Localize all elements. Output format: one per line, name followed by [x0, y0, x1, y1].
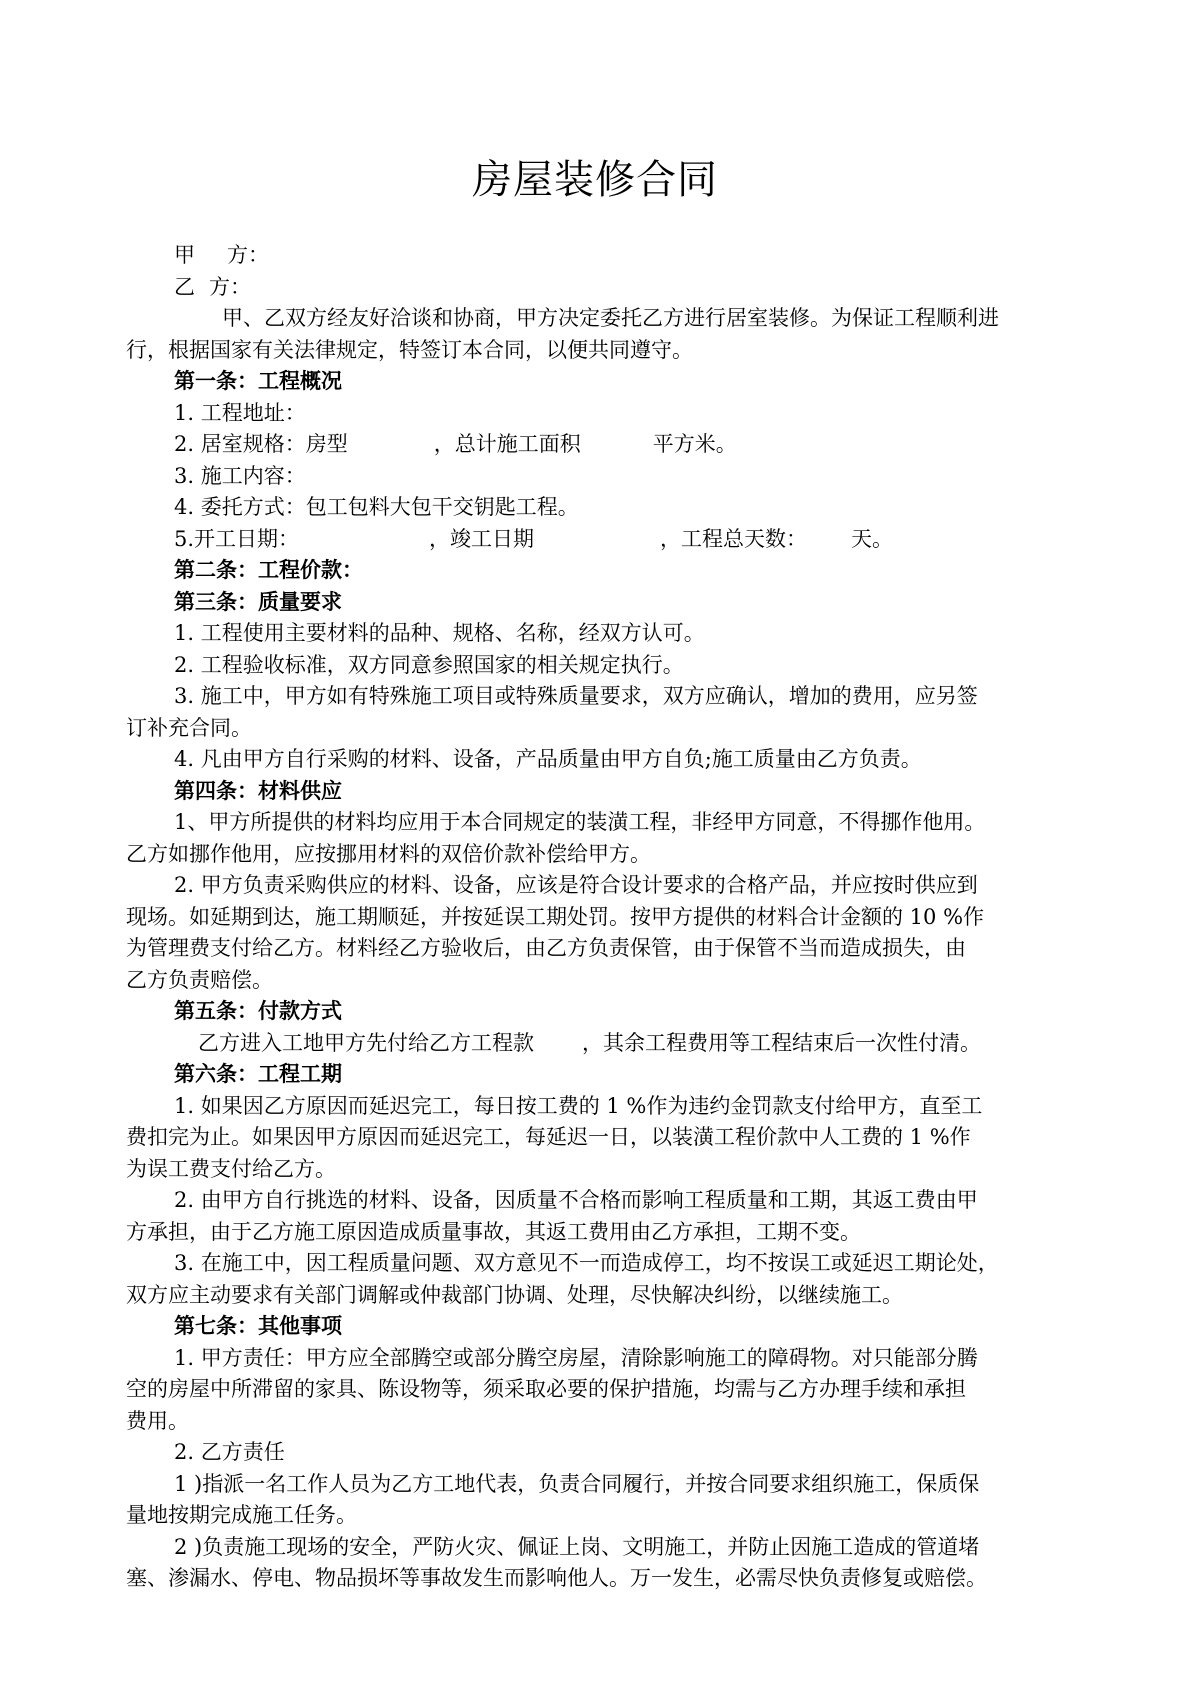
intro-line: 甲、乙双方经友好洽谈和协商，甲方决定委托乙方进行居室装修。为保证工程顺利进 [222, 306, 999, 330]
clause-line: 方承担，由于乙方施工原因造成质量事故，其返工费用由乙方承担，工期不变。 [126, 1219, 861, 1244]
clause-fragment: 5.开工日期： [174, 526, 300, 551]
clause-line: 1 )指派一名工作人员为乙方工地代表，负责合同履行，并按合同要求组织施工，保质保 [174, 1471, 980, 1496]
clause-fragment: ，竣工日期 [429, 526, 535, 551]
clause-line: 4. 凡由甲方自行采购的材料、设备，产品质量由甲方自负;施工质量由乙方负责。 [174, 747, 922, 771]
clause-line: 1. 工程使用主要材料的品种、规格、名称，经双方认可。 [174, 621, 705, 645]
clause-line: 空的房屋中所滞留的家具、陈设物等，须采取必要的保护措施，均需与乙方办理手续和承担 [126, 1377, 966, 1401]
article-heading: 第七条：其他事项 [174, 1314, 342, 1338]
article-heading: 第四条：材料供应 [174, 778, 342, 803]
article-heading: 第六条：工程工期 [174, 1062, 342, 1086]
clause-line: 现场。如延期到达，施工期顺延，并按延误工期处罚。按甲方提供的材料合计金额的 10 %作 [126, 904, 985, 929]
document-title: 房屋装修合同 [472, 157, 718, 203]
article-heading: 第三条：质量要求 [174, 589, 342, 614]
article-heading: 第一条：工程概况 [174, 369, 342, 393]
clause-line: 2. 工程验收标准，双方同意参照国家的相关规定执行。 [174, 652, 684, 677]
clause-line: 3. 施工内容： [174, 463, 306, 488]
party-a-suffix: 方： [227, 243, 269, 267]
article-heading: 第五条：付款方式 [174, 999, 342, 1023]
clause-line: 1、甲方所提供的材料均应用于本合同规定的装潢工程，非经甲方同意，不得挪作他用。 [174, 810, 986, 834]
party-b-label: 乙 [174, 274, 195, 299]
clause-line: 订补充合同。 [126, 715, 252, 740]
clause-line: 3. 在施工中，因工程质量问题、双方意见不一而造成停工，均不按误工或延迟工期论处， [174, 1251, 999, 1275]
clause-line: 1. 工程地址： [174, 400, 306, 425]
clause-fragment: ，工程总天数： [660, 526, 808, 551]
clause-line: 2 )负责施工现场的安全，严防火灾、佩证上岗、文明施工，并防止因施工造成的管道堵 [174, 1534, 980, 1559]
party-b-line [126, 272, 1100, 304]
clause-line: 费用。 [126, 1408, 189, 1433]
clause-line: 3. 施工中，甲方如有特殊施工项目或特殊质量要求，双方应确认，增加的费用，应另签 [174, 684, 978, 708]
clause-fragment: 2. 居室规格：房型 [174, 432, 348, 456]
party-a-label: 甲 [174, 243, 195, 267]
party-b-suffix: 方： [209, 274, 251, 299]
clause-line: 量地按期完成施工任务。 [126, 1503, 357, 1527]
clause-fragment: ，其余工程费用等工程结束后一次性付清。 [582, 1030, 981, 1055]
clause-line: 乙方负责赔偿。 [126, 967, 273, 992]
clause-line: 2. 乙方责任 [174, 1440, 285, 1464]
clause-line: 2. 甲方负责采购供应的材料、设备，应该是符合设计要求的合格产品，并应按时供应到 [174, 873, 978, 897]
clause-line: 乙方如挪作他用，应按挪用材料的双倍价款补偿给甲方。 [126, 841, 651, 866]
clause-line: 费扣完为止。如果因甲方原因而延迟完工，每延迟一日，以装潢工程价款中人工费的 1 %作 [126, 1125, 971, 1149]
contract-body [126, 240, 1100, 1595]
clause-line: 为误工费支付给乙方。 [126, 1156, 336, 1181]
clause-line: 塞、渗漏水、停电、物品损坏等事故发生而影响他人。万一发生，必需尽快负责修复或赔偿。 [126, 1566, 987, 1590]
intro-line: 行，根据国家有关法律规定，特签订本合同，以便共同遵守。 [126, 337, 693, 362]
clause-line [126, 429, 1100, 461]
clause-fragment: ，总计施工面积 [433, 432, 581, 456]
clause-line: 为管理费支付给乙方。材料经乙方验收后，由乙方负责保管，由于保管不当而造成损失，由 [126, 936, 966, 960]
clause-fragment: 乙方进入工地甲方先付给乙方工程款 [198, 1030, 534, 1055]
article-heading: 第二条：工程价款： [174, 558, 363, 582]
clause-line: 2. 由甲方自行挑选的材料、设备，因质量不合格而影响工程质量和工期，其返工费由甲 [174, 1188, 978, 1212]
clause-fragment: 天。 [851, 526, 894, 551]
clause-line [126, 1028, 1100, 1060]
clause-fragment: 平方米。 [652, 432, 737, 456]
clause-line: 1. 甲方责任：甲方应全部腾空或部分腾空房屋，清除影响施工的障碍物。对只能部分腾 [174, 1345, 978, 1370]
party-a-line [126, 240, 1100, 272]
clause-line: 双方应主动要求有关部门调解或仲裁部门协调、处理，尽快解决纠纷，以继续施工。 [126, 1282, 903, 1307]
clause-line [126, 524, 1100, 556]
clause-line: 4. 委托方式：包工包料大包干交钥匙工程。 [174, 495, 579, 519]
clause-line: 1. 如果因乙方原因而延迟完工，每日按工费的 1 %作为违约金罚款支付给甲方，直至工 [174, 1093, 983, 1118]
